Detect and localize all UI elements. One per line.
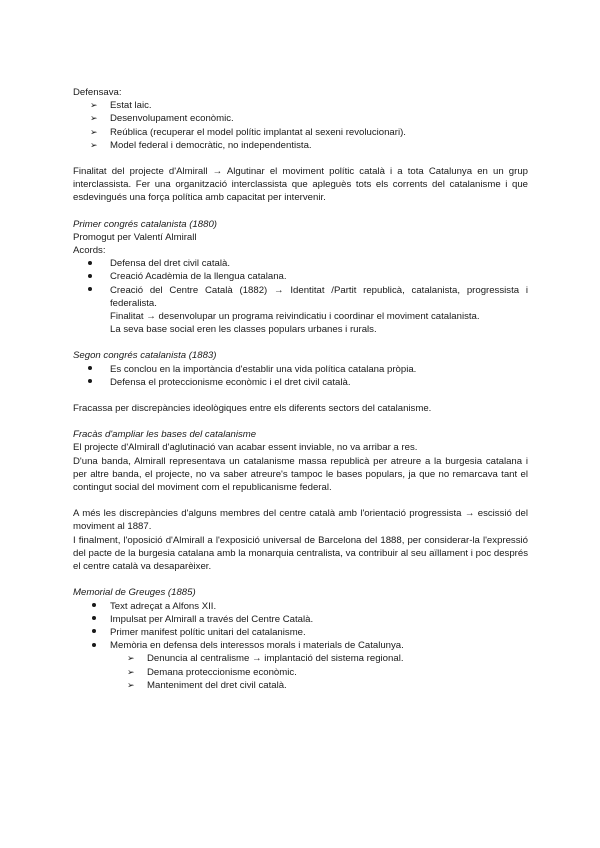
finalitat-paragraph: Finalitat del projecte d'Almirall → Algutinar el moviment polític català i a tota Catalunya en un grup interclassista. Fer una organització interclassista que apleguès tots els corrents del catalanisme i que esdevingués una força política amb capacitat per intervenir. — [73, 166, 528, 204]
bullet-dot-icon — [92, 639, 106, 652]
bullet-dot-icon — [88, 376, 102, 389]
acords-label: Acords: — [73, 245, 106, 257]
bullet-dot-icon — [92, 626, 106, 639]
list-item: Creació del Centre Català (1882) → Identitat /Partit republicà, catalanista, progressista i federalista. — [73, 284, 528, 310]
list-item: ➢ Model federal i democràtic, no independentista. — [90, 139, 312, 151]
arrowhead-bullet-icon: ➢ — [127, 653, 135, 664]
memorial-heading: Memorial de Greuges (1885) — [73, 587, 196, 599]
finalitat-centre-line: Finalitat → desenvolupar un programa reivindicatiu i coordinar el moviment catalanista. — [110, 311, 480, 323]
fracas-p2: D'una banda, Almirall representava un catalanisme massa republicà per atreure a la burgesia catalana i per altre banda, el projecte, no va saber atreure's tampoc le bases populars, ja que no remarcava tant el contingut social del moviment com el republicanisme federal. — [73, 455, 528, 494]
primer-congres-list — [73, 257, 528, 310]
list-item: Text adreçat a Alfons XII. — [73, 600, 528, 613]
list-item: Defensa el proteccionisme econòmic i el dret civil català. — [73, 376, 528, 389]
bullet-dot-icon — [88, 257, 102, 270]
list-item: ➢ Denuncia al centralisme → implantació del sistema regional. — [127, 653, 404, 665]
list-item: Defensa del dret civil català. — [73, 257, 528, 270]
primer-congres-heading: Primer congrés catalanista (1880) — [73, 218, 217, 230]
fracas-p1: El projecte d'Almirall d'aglutinació van acabar essent inviable, no va arribar a res. — [73, 442, 418, 454]
arrowhead-bullet-icon: ➢ — [90, 113, 98, 124]
document-content — [73, 86, 528, 692]
defensava-label: Defensava: — [73, 87, 122, 98]
list-item: Creació Acadèmia de la llengua catalana. — [73, 270, 528, 283]
segon-congres-heading: Segon congrés catalanista (1883) — [73, 350, 217, 362]
arrowhead-bullet-icon: ➢ — [127, 666, 135, 677]
list-item: Impulsat per Almirall a través del Centre Català. — [73, 613, 528, 626]
list-item: Es conclou en la importància d'establir una vida política catalana pròpia. — [73, 363, 528, 376]
bullet-dot-icon — [88, 270, 102, 283]
bullet-dot-icon — [92, 600, 106, 613]
list-item: Memòria en defensa dels interessos morals i materials de Catalunya. — [73, 639, 528, 652]
promogut-line: Promogut per Valentí Almirall — [73, 231, 197, 243]
fracassa-paragraph: Fracassa per discrepàncies ideològiques entre els diferents sectors del catalanisme. — [73, 403, 432, 415]
list-item: Primer manifest polític unitari del catalanisme. — [73, 626, 528, 639]
list-item: ➢ Manteniment del dret civil català. — [127, 679, 287, 691]
list-item: ➢ Demana proteccionisme econòmic. — [127, 666, 297, 678]
bullet-dot-icon — [88, 363, 102, 376]
bullet-dot-icon — [88, 284, 102, 297]
arrowhead-bullet-icon: ➢ — [127, 679, 135, 690]
fracas-p3: A més les discrepàncies d'alguns membres del centre català amb l'orientació progressista → escissió del moviment al 1887. — [73, 508, 528, 533]
defensava-list — [73, 99, 528, 152]
fracas-p4: I finalment, l'oposició d'Almirall a l'exposició universal de Barcelona del 1888, per considerar-la l'expressió del pacte de la burgesia catalana amb la monarquia centralista, va contribuir al seu aïllament i poc després el centre català va desaparèixer. — [73, 534, 528, 573]
list-item: ➢ Estat laic. — [90, 100, 152, 112]
memorial-list — [73, 600, 528, 653]
bullet-dot-icon — [92, 613, 106, 626]
memorial-sub-list — [73, 652, 528, 692]
fracas-heading: Fracàs d'ampliar les bases del catalanisme — [73, 429, 257, 441]
arrowhead-bullet-icon: ➢ — [90, 139, 98, 150]
list-item: ➢ Reública (recuperar el model polític implantat al sexeni revolucionari). — [90, 126, 406, 138]
list-item: ➢ Desenvolupament econòmic. — [90, 113, 234, 125]
arrowhead-bullet-icon: ➢ — [90, 100, 98, 111]
segon-congres-list — [73, 363, 528, 389]
base-social-line: La seva base social eren les classes populars urbanes i rurals. — [110, 324, 377, 336]
arrowhead-bullet-icon: ➢ — [90, 126, 98, 137]
